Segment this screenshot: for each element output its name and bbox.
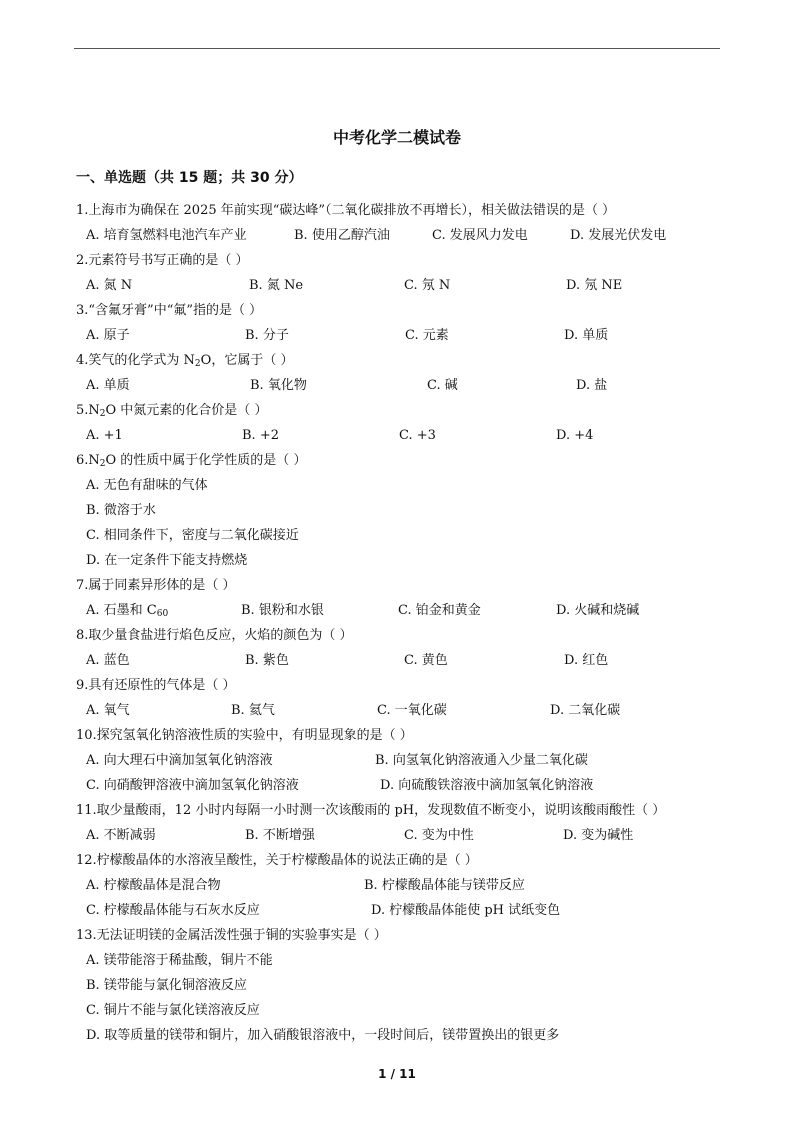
option-a[interactable]: A. 石墨和 $C_{60}$ bbox=[86, 603, 169, 619]
option-row bbox=[76, 823, 726, 848]
question-1 bbox=[76, 198, 726, 248]
question-stem: $5.N_2O$ 中氮元素的化合价是（ ） bbox=[76, 403, 268, 419]
option-a[interactable]: A. 蓝色 bbox=[86, 653, 130, 668]
option-d[interactable]: D. 取等质量的镁带和铜片，加入硝酸银溶液中，一段时间后，镁带置换出的银更多 bbox=[86, 1028, 560, 1043]
question-list bbox=[76, 198, 726, 1048]
option-d[interactable]: D. 二氧化碳 bbox=[550, 703, 621, 718]
option-b[interactable]: B. 不断增强 bbox=[245, 828, 315, 843]
option-d[interactable]: D. 火碱和烧碱 bbox=[556, 603, 640, 618]
question-3 bbox=[76, 298, 726, 348]
option-row bbox=[76, 598, 726, 623]
option-b[interactable]: B. 向氢氧化钠溶液通入少量二氧化碳 bbox=[375, 753, 588, 768]
question-2 bbox=[76, 248, 726, 298]
header-rule bbox=[74, 48, 720, 49]
option-b[interactable]: B. 微溶于水 bbox=[86, 503, 156, 518]
option-a[interactable]: A. 镁带能溶于稀盐酸，铜片不能 bbox=[86, 953, 273, 968]
option-d[interactable]: D. 发展光伏发电 bbox=[570, 228, 667, 243]
option-d[interactable]: D. 氖 NE bbox=[566, 278, 623, 293]
option-row bbox=[76, 223, 726, 248]
question-8 bbox=[76, 623, 726, 673]
section-heading: 一、单选题（共 15 题；共 30 分） bbox=[76, 170, 303, 186]
question-stem: 3.“含氟牙膏”中“氟”指的是（ ） bbox=[76, 303, 263, 318]
option-d[interactable]: D. 向硫酸铁溶液中滴加氢氧化钠溶液 bbox=[380, 778, 594, 793]
option-c[interactable]: C. 碱 bbox=[427, 378, 458, 393]
option-b[interactable]: B. 氦气 bbox=[231, 703, 275, 718]
question-stem: 8.取少量食盐进行焰色反应，火焰的颜色为（ ） bbox=[76, 628, 353, 643]
option-c[interactable]: C. 氖 N bbox=[404, 278, 451, 293]
option-c[interactable]: C. 发展风力发电 bbox=[432, 228, 528, 243]
question-13 bbox=[76, 923, 726, 1048]
question-9 bbox=[76, 673, 726, 723]
question-stem: 12.柠檬酸晶体的水溶液呈酸性，关于柠檬酸晶体的说法正确的是（ ） bbox=[76, 853, 478, 868]
option-c[interactable]: C. 向硝酸钾溶液中滴加氢氧化钠溶液 bbox=[86, 778, 299, 793]
question-stem: 13.无法证明镁的金属活泼性强于铜的实验事实是（ ） bbox=[76, 928, 387, 943]
option-row bbox=[76, 898, 726, 923]
option-d[interactable]: D. +4 bbox=[556, 428, 594, 443]
option-c[interactable]: C. 黄色 bbox=[404, 653, 448, 668]
question-6 bbox=[76, 448, 726, 573]
page-title: 中考化学二模试卷 bbox=[332, 128, 461, 147]
option-b[interactable]: B. 氮 Ne bbox=[249, 278, 304, 293]
option-b[interactable]: B. 分子 bbox=[245, 328, 289, 343]
option-a[interactable]: A. 氮 N bbox=[86, 278, 133, 293]
question-stem: 1.上海市为确保在 2025 年前实现“碳达峰”（二氧化碳排放不再增长），相关做法错误的是（ ） bbox=[76, 203, 616, 218]
option-c[interactable]: C. 铜片不能与氯化镁溶液反应 bbox=[86, 1003, 260, 1018]
question-10 bbox=[76, 723, 726, 798]
question-stem: $6.N_2O$ 的性质中属于化学性质的是（ ） bbox=[76, 453, 307, 469]
question-stem: 10.探究氢氧化钠溶液性质的实验中，有明显现象的是（ ） bbox=[76, 728, 413, 743]
option-row bbox=[76, 423, 726, 448]
option-a[interactable]: A. 无色有甜味的气体 bbox=[86, 478, 208, 493]
option-b[interactable]: B. 银粉和水银 bbox=[241, 603, 324, 618]
option-b[interactable]: B. 镁带能与氯化铜溶液反应 bbox=[86, 978, 247, 993]
question-7 bbox=[76, 573, 726, 623]
option-d[interactable]: D. 盐 bbox=[576, 378, 608, 393]
option-d[interactable]: D. 柠檬酸晶体能使 pH 试纸变色 bbox=[371, 903, 561, 918]
option-row bbox=[76, 748, 726, 773]
option-a[interactable]: A. 原子 bbox=[86, 328, 130, 343]
option-c[interactable]: C. +3 bbox=[399, 428, 436, 443]
option-c[interactable]: C. 一氧化碳 bbox=[377, 703, 447, 718]
question-stem: 4.笑气的化学式为 $N_2O$，它属于（ ） bbox=[76, 353, 294, 369]
option-b[interactable]: B. 柠檬酸晶体能与镁带反应 bbox=[364, 878, 525, 893]
option-c[interactable]: C. 变为中性 bbox=[404, 828, 474, 843]
question-stem: 9.具有还原性的气体是（ ） bbox=[76, 678, 236, 693]
question-stem: 2.元素符号书写正确的是（ ） bbox=[76, 253, 249, 268]
option-a[interactable]: A. 不断减弱 bbox=[86, 828, 156, 843]
question-stem: 11.取少量酸雨，12 小时内每隔一小时测一次该酸雨的 pH，发现数值不断变小，说明该酸雨酸性（ ） bbox=[76, 803, 666, 818]
option-d[interactable]: D. 在一定条件下能支持燃烧 bbox=[86, 553, 248, 568]
option-b[interactable]: B. 氧化物 bbox=[250, 378, 307, 393]
option-a[interactable]: A. 培育氢燃料电池汽车产业 bbox=[86, 228, 247, 243]
option-a[interactable]: A. 向大理石中滴加氢氧化钠溶液 bbox=[86, 753, 273, 768]
option-b[interactable]: B. 使用乙醇汽油 bbox=[294, 228, 390, 243]
option-c[interactable]: C. 元素 bbox=[405, 328, 449, 343]
option-row bbox=[76, 698, 726, 723]
question-5 bbox=[76, 398, 726, 448]
option-b[interactable]: B. +2 bbox=[242, 428, 279, 443]
question-4 bbox=[76, 348, 726, 398]
option-row bbox=[76, 373, 726, 398]
question-stem: 7.属于同素异形体的是（ ） bbox=[76, 578, 236, 593]
option-row bbox=[76, 648, 726, 673]
option-row bbox=[76, 873, 726, 898]
option-a[interactable]: A. 单质 bbox=[86, 378, 130, 393]
question-12 bbox=[76, 848, 726, 923]
option-b[interactable]: B. 紫色 bbox=[245, 653, 289, 668]
option-row bbox=[76, 273, 726, 298]
option-row bbox=[76, 773, 726, 798]
option-a[interactable]: A. 氧气 bbox=[86, 703, 130, 718]
option-c[interactable]: C. 铂金和黄金 bbox=[398, 603, 481, 618]
question-11 bbox=[76, 798, 726, 848]
page-number: 1 / 11 bbox=[378, 1067, 416, 1081]
option-d[interactable]: D. 红色 bbox=[564, 653, 609, 668]
option-a[interactable]: A. 柠檬酸晶体是混合物 bbox=[86, 878, 221, 893]
option-a[interactable]: A. +1 bbox=[86, 428, 123, 443]
option-d[interactable]: D. 变为碱性 bbox=[563, 828, 634, 843]
option-d[interactable]: D. 单质 bbox=[564, 328, 609, 343]
option-c[interactable]: C. 柠檬酸晶体能与石灰水反应 bbox=[86, 903, 260, 918]
option-c[interactable]: C. 相同条件下，密度与二氧化碳接近 bbox=[86, 528, 299, 543]
option-row bbox=[76, 323, 726, 348]
